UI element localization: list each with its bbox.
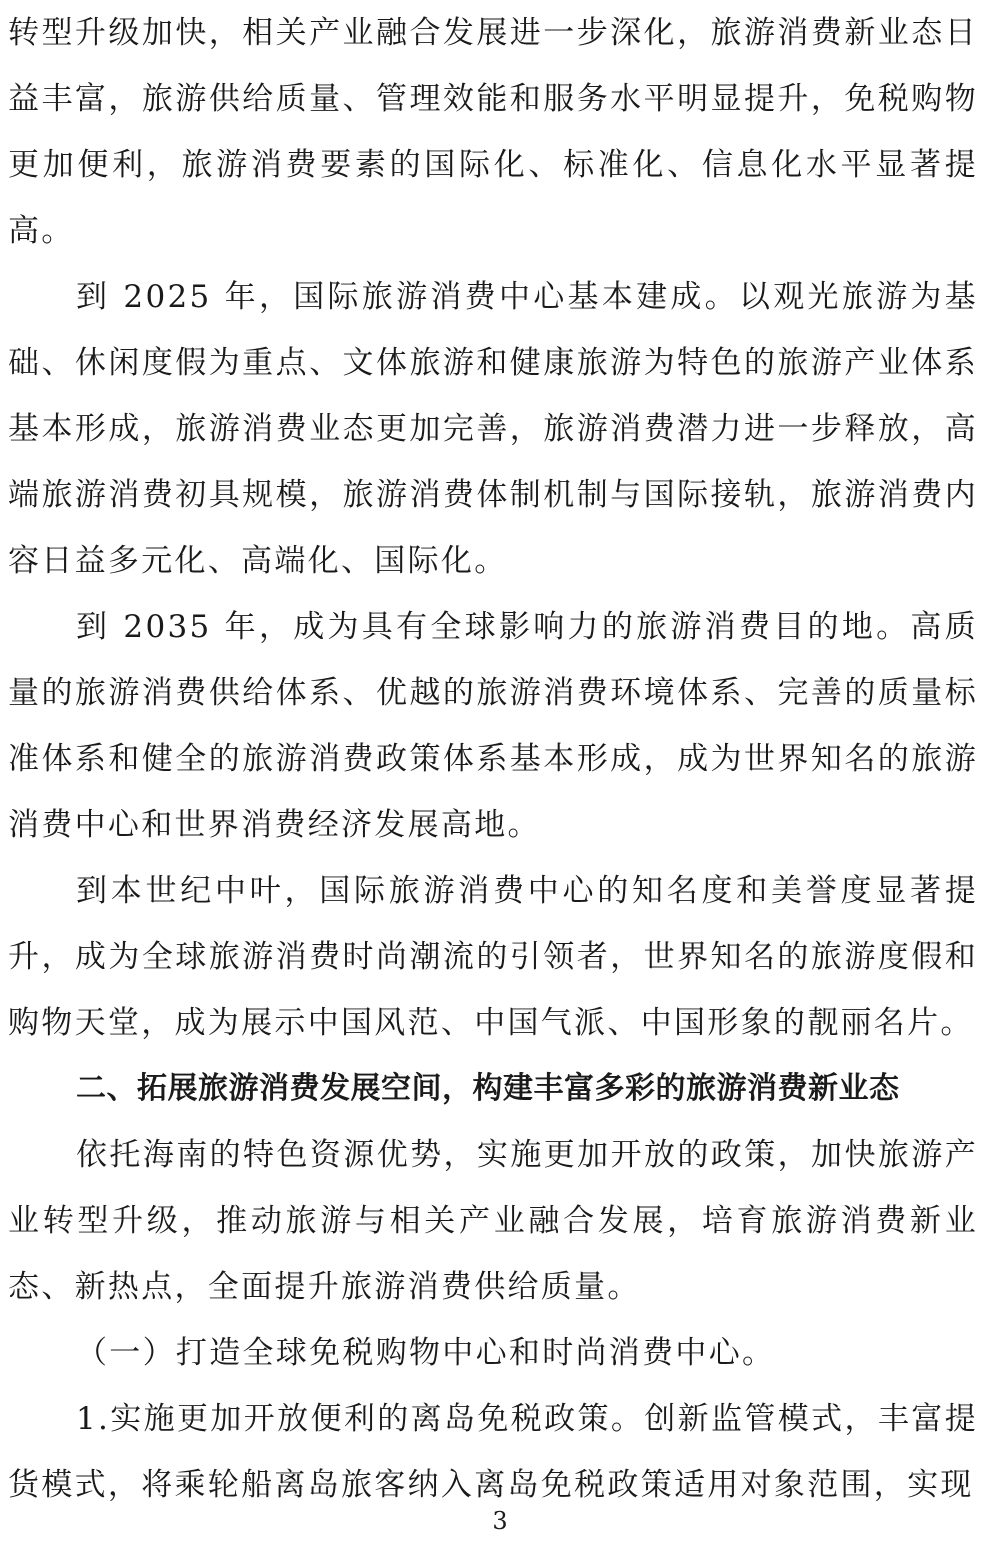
page-number: 3	[492, 1507, 508, 1535]
section-heading: 二、拓展旅游消费发展空间，构建丰富多彩的旅游消费新业态	[76, 1071, 900, 1106]
document-body	[8, 0, 978, 1518]
subsection-heading: （一）打造全球免税购物中心和时尚消费中心。	[76, 1335, 776, 1371]
item-1-paragraph: 1.实施更加开放便利的离岛免税政策。创新监管模式，丰富提货模式，将乘轮船离岛旅客纳入离岛免税政策适用对象范围，实现	[8, 1401, 978, 1503]
paragraph-continuation: 转型升级加快，相关产业融合发展进一步深化，旅游消费新业态日益丰富，旅游供给质量、管理效能和服务水平明显提升，免税购物更加便利，旅游消费要素的国际化、标准化、信息化水平显著提高。	[8, 15, 978, 249]
paragraph-goal-2035: 到 2035 年，成为具有全球影响力的旅游消费目的地。高质量的旅游消费供给体系、优越的旅游消费环境体系、完善的质量标准体系和健全的旅游消费政策体系基本形成，成为世界知名的旅游消费中心和世界消费经济发展高地。	[8, 609, 978, 843]
paragraph-goal-2025: 到 2025 年，国际旅游消费中心基本建成。以观光旅游为基础、休闲度假为重点、文体旅游和健康旅游为特色的旅游产业体系基本形成，旅游消费业态更加完善，旅游消费潜力进一步释放，高端旅游消费初具规模，旅游消费体制机制与国际接轨，旅游消费内容日益多元化、高端化、国际化。	[8, 279, 978, 579]
paragraph-goal-mid-century: 到本世纪中叶，国际旅游消费中心的知名度和美誉度显著提升，成为全球旅游消费时尚潮流的引领者，世界知名的旅游度假和购物天堂，成为展示中国风范、中国气派、中国形象的靓丽名片。	[8, 873, 978, 1041]
section-intro: 依托海南的特色资源优势，实施更加开放的政策，加快旅游产业转型升级，推动旅游与相关产业融合发展，培育旅游消费新业态、新热点，全面提升旅游消费供给质量。	[8, 1137, 978, 1305]
